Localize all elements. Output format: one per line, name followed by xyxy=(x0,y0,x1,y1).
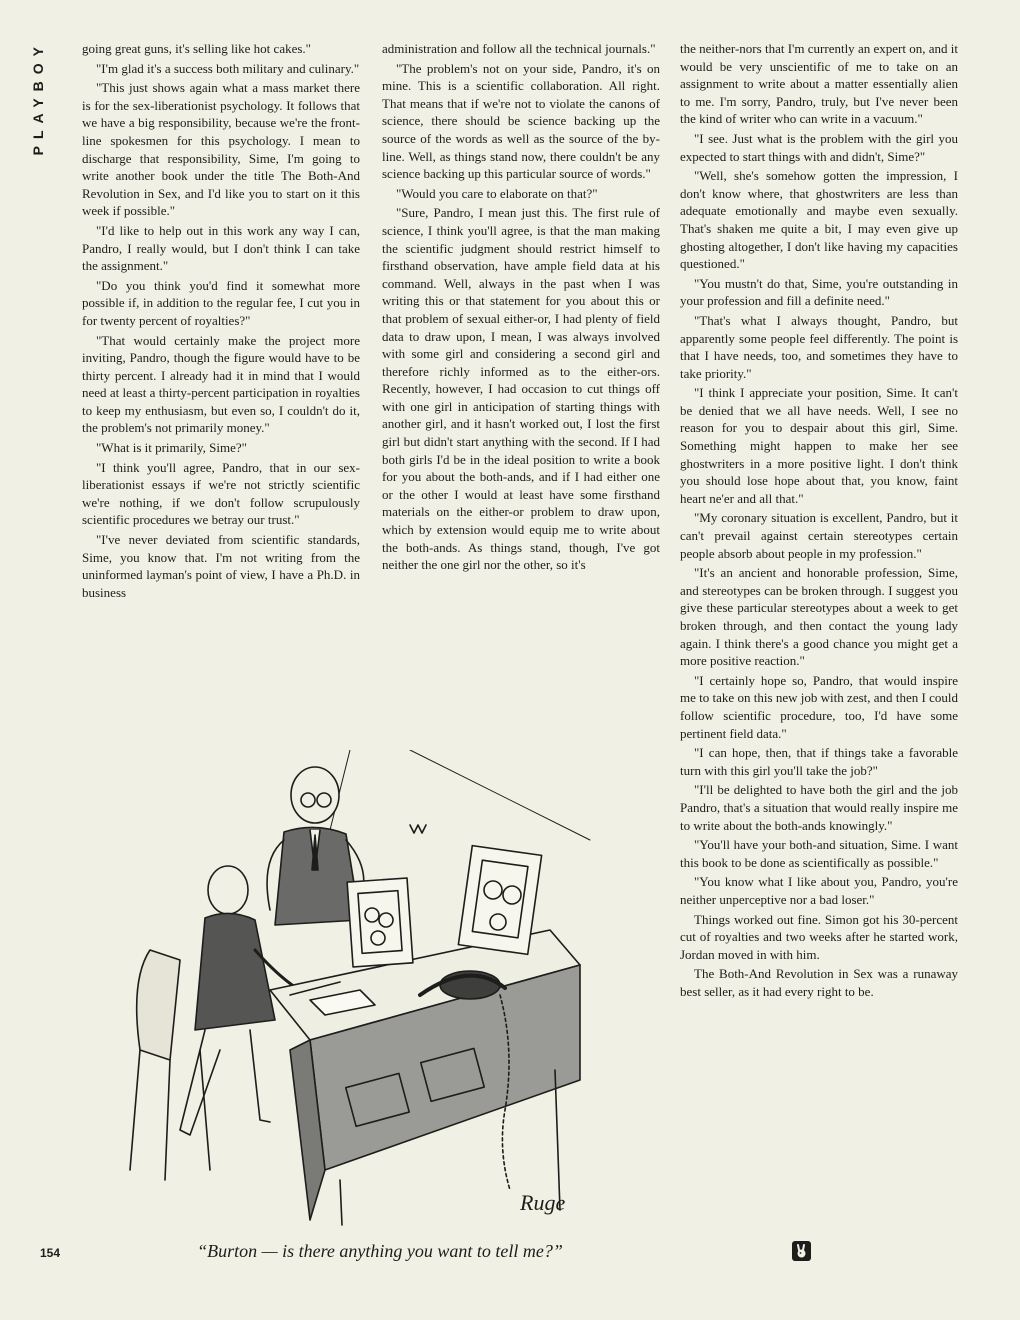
paragraph: going great guns, it's selling like hot cakes." xyxy=(82,41,311,56)
paragraph: "Do you think you'd find it somewhat more possible if, in addition to the regular fee, I cut you in for twenty percent of royalties?" xyxy=(82,277,360,328)
paragraph: "What is it primarily, Sime?" xyxy=(96,440,247,456)
paragraph: "That's what I always thought, Pandro, but apparently some people feel differently. The point is that I have needs, too, and sometimes they have to take priority." xyxy=(680,312,958,381)
paragraph: "I'm glad it's a success both military and culinary." xyxy=(96,60,360,76)
paragraph: "I think I appreciate your position, Sime. It can't be denied that we all have needs. Well, I see no reason for you to despair about this girl, Sime. Something might happen to make her see ghostwriters in a more positive light. I don't think you should lose hope about that, you know, faint heart ne'er and all that." xyxy=(680,385,958,506)
paragraph: "You'll have your both-and situation, Sime. I want this book to be done as scientifically as possible." xyxy=(680,837,958,870)
paragraph: administration and follow all the technical journals." xyxy=(382,41,656,56)
paragraph: "I certainly hope so, Pandro, that would inspire me to take on this new job with zest, and then I could follow scientific procedure, too, I'd have some pertinent field data." xyxy=(680,672,958,741)
paragraph: "This just shows again what a mass market there is for the sex-liberationist psychology. It follows that we have a big responsibility, because we're the front-line spokesmen for this psychology. I mean to discharge that responsibility, Sime, I'm going to write another book under the title The Both-And Revolution in Sex, and I'd like you to start on it this week if possible." xyxy=(82,80,360,219)
paragraph: "Would you care to elaborate on that?" xyxy=(396,185,598,201)
cartoon-illustration xyxy=(110,750,620,1235)
paragraph: The Both-And Revolution in Sex was a runaway best seller, as it had every right to be. xyxy=(680,966,958,999)
text-column-3 xyxy=(680,40,958,1250)
paragraph: "I'd like to help out in this work any way I can, Pandro, I really would, but I don't think I can take the assignment." xyxy=(82,222,360,274)
paragraph: "I've never deviated from scientific standards, Sime, you know that. I'm not writing from the uninformed layman's point of view, I have a Ph.D. in business xyxy=(82,532,360,600)
paragraph: "I think you'll agree, Pandro, that in our sex-liberationist essays if we're not strictly scientific we're nothing, if we don't follow scrupulously scientific procedures we betray our trust." xyxy=(82,459,360,528)
paragraph: "My coronary situation is excellent, Pandro, but it can't prevail against certain stereotypes certain people absorb about people in my profession." xyxy=(680,510,958,561)
text-column-1 xyxy=(82,40,360,730)
text-column-2 xyxy=(382,40,660,730)
artist-signature: Ruge xyxy=(520,1190,566,1215)
paragraph: "Sure, Pandro, I mean just this. The first rule of science, I think you'll agree, is that the man making the scientific judgment should restrict himself to firsthand observation, have ample field data at his command. Well, always in the past when I was writing this or that statement for you about this or that problem of sexual either-or, I had plenty of field data to draw upon, I mean, I was always involved with some girl and considering a second girl and therefore richly informed as to the either-ors. Recently, however, I had occasion to cut things off with one girl in anticipation of starting things with another girl, and it hasn't worked out, I lost the first girl but didn't start anything with the second. If I had both girls I'd be in the ideal position to write a book for you about the both-ands, and if I had either one or the other I would at least have some firsthand materials on the either-or problem to draw upon, which by extension would equip me to write about the both-ands. As things stand, though, I've got neither the one girl nor the other, so it's xyxy=(382,205,660,573)
paragraph: "I'll be delighted to have both the girl and the job Pandro, that's a situation that would really inspire me to write about the both-ands knowingly." xyxy=(680,782,958,833)
page-number: 154 xyxy=(40,1246,61,1260)
paragraph: "I see. Just what is the problem with the girl you expected to start things with and didn't, Sime?" xyxy=(680,130,958,164)
paragraph: "It's an ancient and honorable profession, Sime, and stereotypes can be broken through. I suggest you give these particular stereotypes about a week to get broken through, and then contact the young lady again. I think there's a good chance you might get a more positive reaction." xyxy=(680,565,958,669)
paragraph: "That would certainly make the project more inviting, Pandro, though the figure would have to be thirty percent. I already had it in mind that I would need at least a thirty-percent participation in royalties to keep my enthusiasm, but even so, I couldn't do it, the problem's not primarily money." xyxy=(82,332,360,436)
magazine-masthead: PLAYBOY xyxy=(30,40,46,156)
paragraph: "The problem's not on your side, Pandro, it's on mine. This is a scientific collaboration. All right. That means that if we're not to violate the canons of science, there should be science backing up the source of the words as well as the source of the by-line. Well, as things stand now, there couldn't be any science backing up this particular source of words." xyxy=(382,60,660,182)
paragraph: "You know what I like about you, Pandro, you're neither unperceptive nor a bad loser." xyxy=(680,874,958,907)
rabbit-head-icon xyxy=(792,1241,811,1261)
paragraph: Things worked out fine. Simon got his 30-percent cut of royalties and two weeks after he started work, Jordan moved in with him. xyxy=(680,911,958,962)
paragraph: "You mustn't do that, Sime, you're outstanding in your profession and fill a definite need." xyxy=(680,275,958,309)
paragraph: the neither-nors that I'm currently an expert on, and it would be very unscientific of me to take on an assignment to write about a matter essentially alien to me. I'm sorry, Pandro, truly, but I've never been the kind of writer who can write in a vacuum." xyxy=(680,41,958,127)
paragraph: "Well, she's somehow gotten the impression, I don't know where, that ghostwriters are less than adequate emotionally and maybe even sexually. That's shaken me quite a bit, I may even give up ghosting altogether, I don't like having my capacities questioned." xyxy=(680,168,958,272)
cartoon-caption: “Burton — is there anything you want to tell me?” xyxy=(197,1241,563,1261)
paragraph: "I can hope, then, that if things take a favorable turn with this girl you'll take the job?" xyxy=(680,745,958,778)
